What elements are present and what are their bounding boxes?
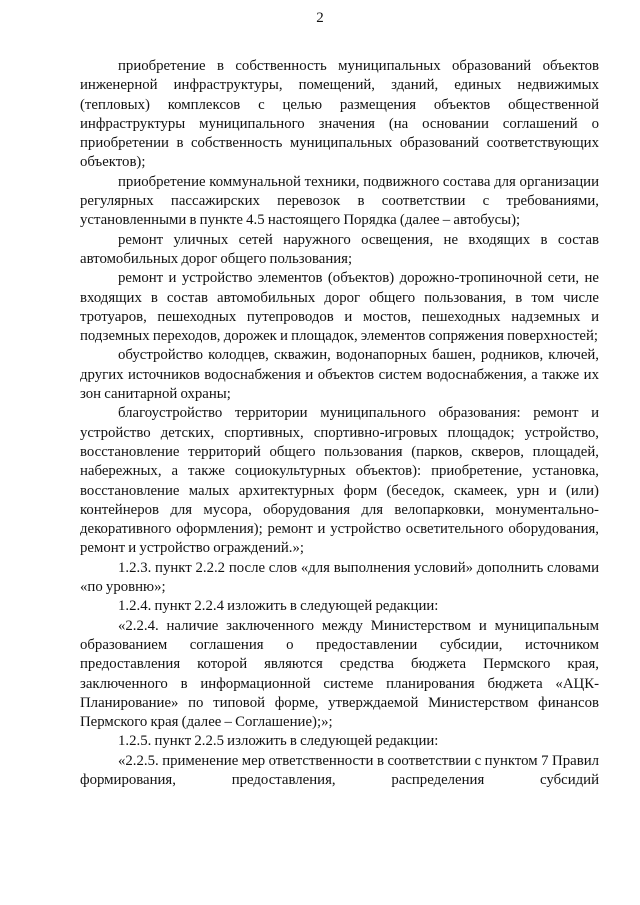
paragraph-landscaping: благоустройство территории муниципального образования: ремонт и устройство детских, спортивных, спортивно-игровых площадок; устройство, восстановление территорий общего пользования (парков, скверов, площадей, набережных, а также социокультурных объектов): приобретение, установка, восстановление малых архитектурных форм (беседок, скамеек, урн и (или) контейнеров для мусора, оборудования для велопарковки, монументально-декоративного оформления); ремонт и устройство осветительного оборудования, ремонт и устройство ограждений.»; xyxy=(80,405,599,557)
paragraph-2-2-4: «2.2.4. наличие заключенного между Министерством и муниципальным образованием соглашения о предоставлении субсидии, источником предоставления которой являются средства бюджета Пермского края, заключенного в информационной системе планирования бюджета «АЦК-Планирование» по типовой форме, утверждаемой Министерством финансов Пермского края (далее – Соглашение);»; xyxy=(80,617,599,731)
page-number: 2 xyxy=(316,10,324,26)
paragraph-street-lighting: ремонт уличных сетей наружного освещения, не входящих в состав автомобильных дорог общего пользования; xyxy=(80,231,599,267)
paragraph-2-2-5: «2.2.5. применение мер ответственности в соответствии с пунктом 7 Правил формирования, предоставления, распределения субсидий xyxy=(80,752,599,788)
paragraph-1-2-4: 1.2.4. пункт 2.2.4 изложить в следующей редакции: xyxy=(118,598,439,615)
paragraph-1-2-3: 1.2.3. пункт 2.2.2 после слов «для выполнения условий» дополнить словами «по уровню»; xyxy=(80,559,599,596)
paragraph-pedestrian-network: ремонт и устройство элементов (объектов) дорожно-тропиночной сети, не входящих в состав автомобильных дорог общего пользования, в том числе тротуаров, пешеходных путепроводов и мостов, пешеходных надземных и подземных переходов, дорожек и площадок, элементов сопряжения поверхностей; xyxy=(80,270,599,345)
paragraph-1-2-5: 1.2.5. пункт 2.2.5 изложить в следующей редакции: xyxy=(118,733,439,750)
paragraph-water-supply: обустройство колодцев, скважин, водонапорных башен, родников, ключей, других источников водоснабжения и объектов систем водоснабжения, а также их зон санитарной охраны; xyxy=(80,347,599,403)
document-body xyxy=(80,57,599,790)
paragraph-acquisition-vehicles: приобретение коммунальной техники, подвижного состава для организации регулярных пассажирских перевозок в соответствии с требованиями, установленными в пункте 4.5 настоящего Порядка (далее – автобусы); xyxy=(80,173,599,229)
paragraph-acquisition-infrastructure: приобретение в собственность муниципальных образований объектов инженерной инфраструктуры, помещений, зданий, единых недвижимых (тепловых) комплексов с целью размещения объектов общественной инфраструктуры муниципального значения (на основании соглашений о приобретении в собственность муниципальных образований соответствующих объектов); xyxy=(80,58,599,171)
